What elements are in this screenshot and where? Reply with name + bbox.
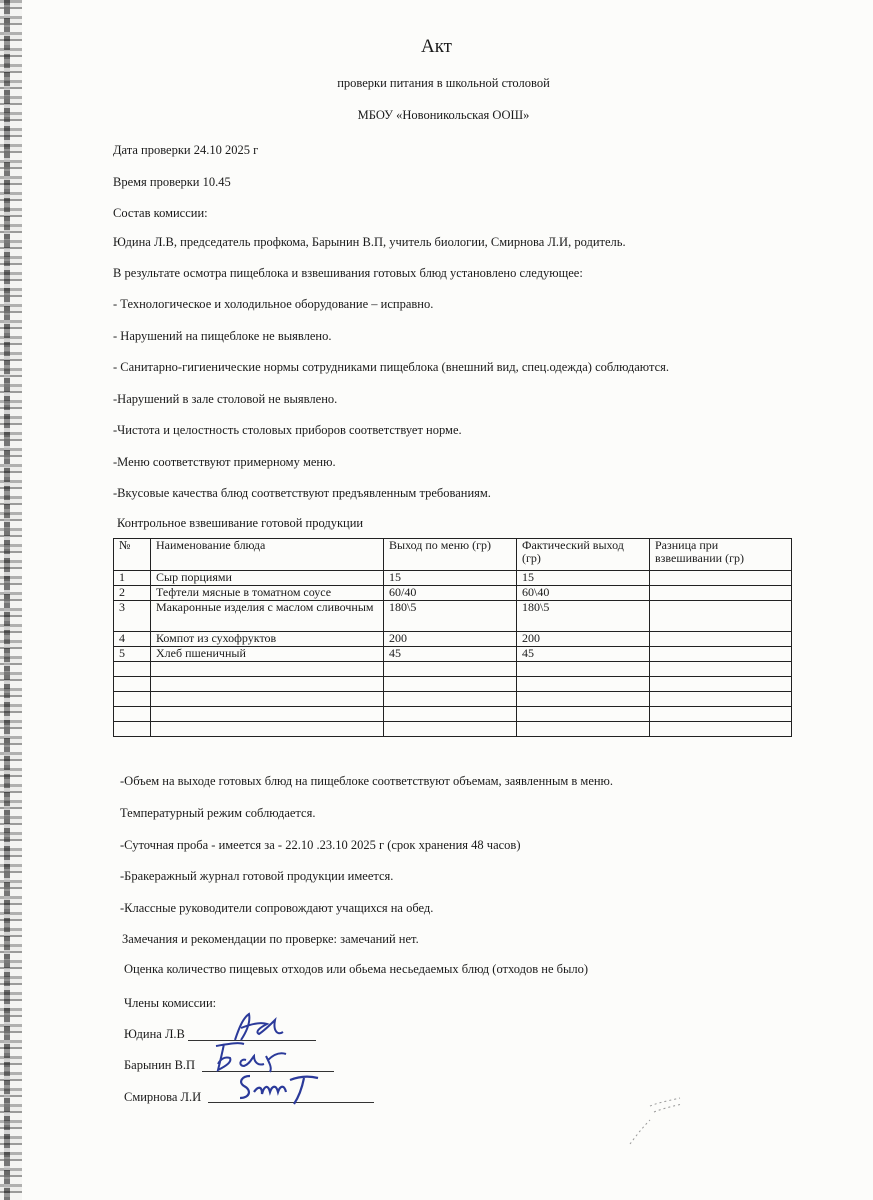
table-cell: 45 xyxy=(384,647,517,662)
table-cell: 200 xyxy=(384,632,517,647)
table-row-empty xyxy=(114,722,792,737)
table-cell xyxy=(650,632,792,647)
findings-intro: В результате осмотра пищеблока и взвешивания готовых блюд установлено следующее: xyxy=(113,266,583,280)
table-cell xyxy=(384,662,517,677)
table-cell xyxy=(151,662,384,677)
table-cell xyxy=(151,677,384,692)
table-cell xyxy=(114,692,151,707)
table-header-cell: Наименование блюда xyxy=(151,539,384,571)
signature-smirnova xyxy=(228,1068,328,1108)
table-cell xyxy=(114,722,151,737)
table-row xyxy=(114,601,792,632)
members-heading: Члены комиссии: xyxy=(124,996,217,1010)
table-cell xyxy=(151,722,384,737)
table-cell: 60\40 xyxy=(517,586,650,601)
document-title: Акт xyxy=(420,36,452,57)
table-row-empty xyxy=(114,692,792,707)
finding-item: -Нарушений в зале столовой не выявлено. xyxy=(113,392,338,406)
conclusion-item: -Объем на выходе готовых блюд на пищеблоке соответствуют объемам, заявленным в меню. xyxy=(120,774,614,788)
table-cell xyxy=(650,677,792,692)
conclusion-item: -Классные руководители сопровождают учащихся на обед. xyxy=(120,901,434,915)
table-header-cell: Выход по меню (гр) xyxy=(384,539,517,571)
conclusion-item: Оценка количество пищевых отходов или обьема несьедаемых блюд (отходов не было) xyxy=(124,962,589,976)
finding-item: -Вкусовые качества блюд соответствуют предъявленным требованиям. xyxy=(113,486,491,500)
table-cell xyxy=(650,692,792,707)
table-cell xyxy=(114,677,151,692)
table-row xyxy=(114,647,792,662)
table-cell xyxy=(114,662,151,677)
table-cell: 45 xyxy=(517,647,650,662)
table-cell: 1 xyxy=(114,571,151,586)
table-cell: 3 xyxy=(114,601,151,632)
table-cell: 5 xyxy=(114,647,151,662)
table-cell: 4 xyxy=(114,632,151,647)
commission-members: Юдина Л.В, председатель профкома, Барынин В.П, учитель биологии, Смирнова Л.И, родитель. xyxy=(113,235,626,249)
table-cell xyxy=(517,722,650,737)
table-cell xyxy=(384,677,517,692)
table-cell xyxy=(517,707,650,722)
finding-item: -Меню соответствуют примерному меню. xyxy=(113,455,336,469)
signer-name: Юдина Л.В xyxy=(124,1027,185,1041)
table-cell: 15 xyxy=(384,571,517,586)
finding-item: -Чистота и целостность столовых приборов соответствует норме. xyxy=(113,423,462,437)
school-name: МБОУ «Новоникольская ООШ» xyxy=(357,108,530,122)
table-cell: 2 xyxy=(114,586,151,601)
table-cell xyxy=(384,692,517,707)
conclusion-item: -Суточная проба - имеется за - 22.10 .23.10 2025 г (срок хранения 48 часов) xyxy=(120,838,521,852)
table-cell: Компот из сухофруктов xyxy=(151,632,384,647)
table-row xyxy=(114,632,792,647)
table-cell xyxy=(650,571,792,586)
table-cell: 200 xyxy=(517,632,650,647)
table-cell: Хлеб пшеничный xyxy=(151,647,384,662)
table-row-empty xyxy=(114,707,792,722)
table-row-empty xyxy=(114,677,792,692)
conclusion-item: -Бракеражный журнал готовой продукции имеется. xyxy=(120,869,394,883)
weighing-heading: Контрольное взвешивание готовой продукции xyxy=(117,516,364,530)
table-cell: 60/40 xyxy=(384,586,517,601)
table-header-cell: № xyxy=(114,539,151,571)
table-cell: Сыр порциями xyxy=(151,571,384,586)
document-subtitle: проверки питания в школьной столовой xyxy=(337,76,550,90)
scan-smudge xyxy=(620,1092,700,1152)
table-cell: 15 xyxy=(517,571,650,586)
conclusion-item: Замечания и рекомендации по проверке: замечаний нет. xyxy=(122,932,419,946)
table-cell: 180\5 xyxy=(517,601,650,632)
table-cell: 180\5 xyxy=(384,601,517,632)
table-header-cell: Разница при взвешивании (гр) xyxy=(650,539,792,571)
table-cell xyxy=(151,692,384,707)
table-cell xyxy=(114,707,151,722)
commission-heading: Состав комиссии: xyxy=(113,206,208,220)
finding-item: - Технологическое и холодильное оборудование – исправно. xyxy=(113,297,434,311)
table-cell xyxy=(517,692,650,707)
conclusion-item: Температурный режим соблюдается. xyxy=(120,806,316,820)
table-cell xyxy=(517,677,650,692)
table-row-empty xyxy=(114,662,792,677)
table-row xyxy=(114,586,792,601)
inspection-date: Дата проверки 24.10 2025 г xyxy=(113,143,259,157)
signer-name: Смирнова Л.И xyxy=(124,1090,202,1104)
table-cell xyxy=(151,707,384,722)
table-cell xyxy=(384,722,517,737)
finding-item: - Санитарно-гигиенические нормы сотрудниками пищеблока (внешний вид, спец.одежда) соблюдаются. xyxy=(113,360,669,374)
weighing-table xyxy=(113,538,792,737)
table-cell xyxy=(650,601,792,632)
table-cell: Тефтели мясные в томатном соусе xyxy=(151,586,384,601)
table-row xyxy=(114,571,792,586)
table-header-row xyxy=(114,539,792,571)
table-cell xyxy=(650,707,792,722)
table-cell xyxy=(650,647,792,662)
table-cell: Макаронные изделия с маслом сливочным xyxy=(151,601,384,632)
finding-item: - Нарушений на пищеблоке не выявлено. xyxy=(113,329,332,343)
table-cell xyxy=(650,586,792,601)
signer-name: Барынин В.П xyxy=(124,1058,196,1072)
scan-edge-artifact-dark xyxy=(4,0,10,1200)
table-cell xyxy=(650,722,792,737)
table-header-cell: Фактический выход (гр) xyxy=(517,539,650,571)
table-cell xyxy=(650,662,792,677)
table-cell xyxy=(517,662,650,677)
inspection-time: Время проверки 10.45 xyxy=(113,175,231,189)
table-cell xyxy=(384,707,517,722)
